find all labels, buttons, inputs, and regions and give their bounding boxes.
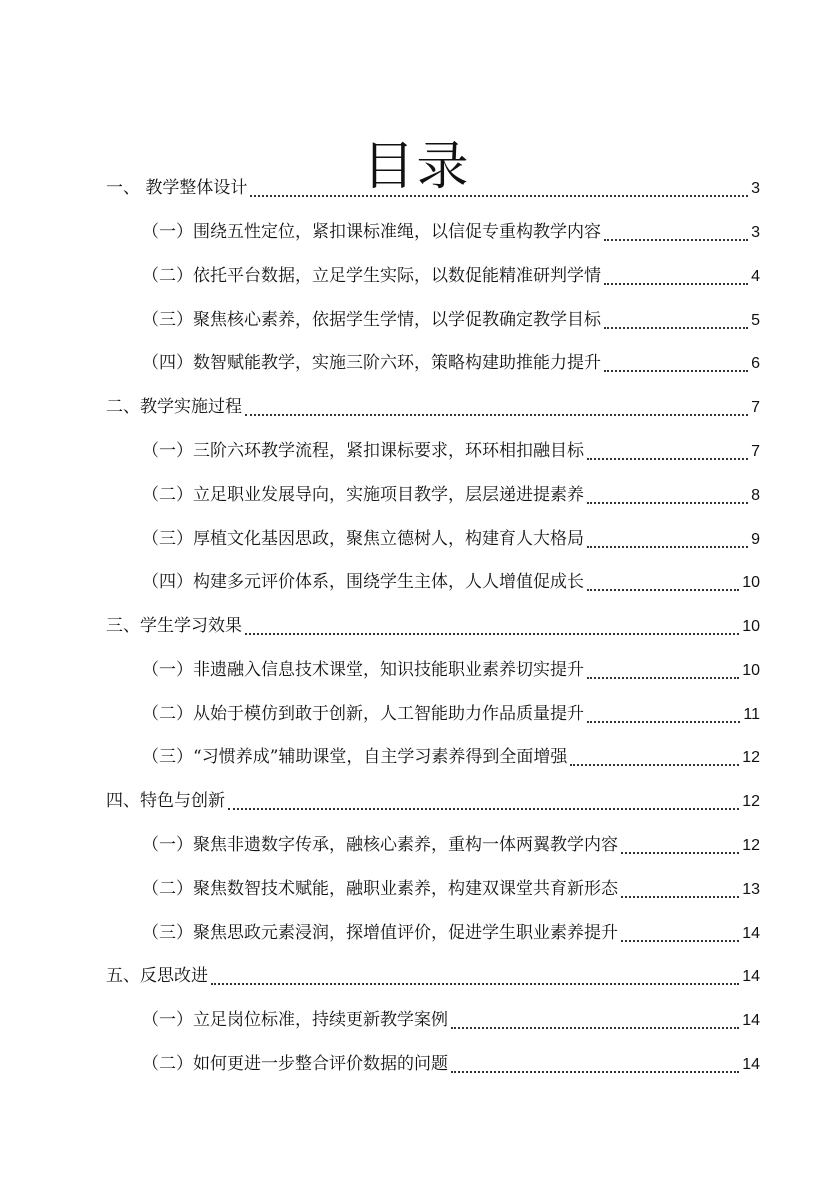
dot-leader — [228, 808, 739, 810]
toc-entry-text: （二）立足职业发展导向，实施项目教学，层层递进提素养 — [142, 485, 584, 505]
toc-entry-text: 四、特色与创新 — [106, 791, 225, 811]
toc-entry-3-2[interactable] — [142, 700, 760, 728]
toc-entry-3-1[interactable] — [142, 656, 760, 684]
toc-entry-text: （一）立足岗位标准，持续更新教学案例 — [142, 1010, 448, 1030]
toc-entry-1-1[interactable] — [142, 218, 760, 246]
toc-entry-text: （一）围绕五性定位，紧扣课标准绳，以信促专重构教学内容 — [142, 222, 601, 242]
dot-leader — [451, 1027, 739, 1029]
toc-page-number: 14 — [742, 1012, 760, 1029]
toc-entry-2-2[interactable] — [142, 481, 760, 509]
toc-entry-2-4[interactable] — [142, 568, 760, 596]
toc-page-number: 8 — [751, 487, 760, 504]
toc-entry-text: （四）数智赋能教学，实施三阶六环，策略构建助推能力提升 — [142, 353, 601, 373]
toc-page-number: 7 — [751, 443, 760, 460]
toc-entry-text: （三）“习惯养成”辅助课堂，自主学习素养得到全面增强 — [142, 747, 568, 767]
toc-page-number: 10 — [742, 662, 760, 679]
dot-leader — [604, 327, 748, 329]
toc-entry-3-3[interactable] — [142, 743, 760, 771]
toc-entry-text: （三）聚焦核心素养，依据学生学情，以学促教确定教学目标 — [142, 310, 601, 330]
dot-leader — [604, 239, 748, 241]
dot-leader — [570, 764, 739, 766]
toc-entry-text: （二）从始于模仿到敢于创新，人工智能助力作品质量提升 — [142, 704, 584, 724]
toc-entry-4-3[interactable] — [142, 919, 760, 947]
toc-entry-5-1[interactable] — [142, 1006, 760, 1034]
toc-entry-1-4[interactable] — [142, 349, 760, 377]
toc-page-number: 14 — [742, 925, 760, 942]
toc-page-number: 11 — [743, 706, 760, 723]
toc-page-number: 3 — [751, 180, 760, 197]
toc-entry-text: 五、反思改进 — [106, 966, 208, 986]
toc-entry-4-2[interactable] — [142, 875, 760, 903]
toc-entry-5-2[interactable] — [142, 1050, 760, 1078]
toc-entry-2-1[interactable] — [142, 437, 760, 465]
toc-entry-text: 二、教学实施过程 — [106, 397, 242, 417]
toc-entry-text: （三）聚焦思政元素浸润，探增值评价，促进学生职业素养提升 — [142, 923, 618, 943]
dot-leader — [250, 195, 748, 197]
toc-entry-section-4[interactable] — [106, 787, 760, 815]
toc-page-number: 14 — [742, 1056, 760, 1073]
dot-leader — [245, 414, 748, 416]
toc-page-number: 5 — [751, 312, 760, 329]
toc-page-number: 6 — [751, 355, 760, 372]
dot-leader — [621, 896, 739, 898]
toc-entry-1-2[interactable] — [142, 262, 760, 290]
toc-entry-text: 一、 教学整体设计 — [106, 178, 248, 198]
dot-leader — [587, 589, 739, 591]
toc-entry-text: （二）如何更进一步整合评价数据的问题 — [142, 1054, 448, 1074]
toc-page-number: 10 — [742, 618, 760, 635]
toc-entry-section-5[interactable] — [106, 962, 760, 990]
dot-leader — [587, 677, 739, 679]
dot-leader — [587, 458, 748, 460]
toc-entry-text: （一）非遗融入信息技术课堂，知识技能职业素养切实提升 — [142, 660, 584, 680]
toc-page-number: 13 — [742, 881, 760, 898]
dot-leader — [587, 502, 748, 504]
dot-leader — [621, 852, 739, 854]
toc-entry-1-3[interactable] — [142, 306, 760, 334]
toc-entry-text: （三）厚植文化基因思政，聚焦立德树人，构建育人大格局 — [142, 529, 584, 549]
toc-page-number: 14 — [742, 968, 760, 985]
toc-page-number: 4 — [751, 268, 760, 285]
toc-page-number: 9 — [751, 531, 760, 548]
toc-page-number: 12 — [742, 837, 760, 854]
toc-entry-section-2[interactable] — [106, 393, 760, 421]
toc-page-number: 3 — [751, 224, 760, 241]
toc-entry-section-3[interactable] — [106, 612, 760, 640]
dot-leader — [245, 633, 739, 635]
toc-page-number: 10 — [742, 574, 760, 591]
dot-leader — [587, 546, 748, 548]
dot-leader — [211, 983, 739, 985]
dot-leader — [451, 1071, 739, 1073]
toc-entry-text: （四）构建多元评价体系，围绕学生主体，人人增值促成长 — [142, 572, 584, 592]
dot-leader — [587, 721, 740, 723]
toc-entry-2-3[interactable] — [142, 525, 760, 553]
page-title: 目录 — [362, 136, 471, 197]
dot-leader — [604, 370, 748, 372]
toc-entry-section-1[interactable] — [106, 174, 760, 202]
dot-leader — [621, 940, 739, 942]
dot-leader — [604, 283, 748, 285]
toc-entry-4-1[interactable] — [142, 831, 760, 859]
toc-page-number: 12 — [742, 749, 760, 766]
toc-entry-text: （一）聚焦非遗数字传承，融核心素养，重构一体两翼教学内容 — [142, 835, 618, 855]
toc-entry-text: 三、学生学习效果 — [106, 616, 242, 636]
toc-page-number: 12 — [742, 793, 760, 810]
toc-page-number: 7 — [751, 399, 760, 416]
toc-entry-text: （二）依托平台数据，立足学生实际，以数促能精准研判学情 — [142, 266, 601, 286]
toc-entry-text: （二）聚焦数智技术赋能，融职业素养，构建双课堂共育新形态 — [142, 879, 618, 899]
toc-entry-text: （一）三阶六环教学流程，紧扣课标要求，环环相扣融目标 — [142, 441, 584, 461]
